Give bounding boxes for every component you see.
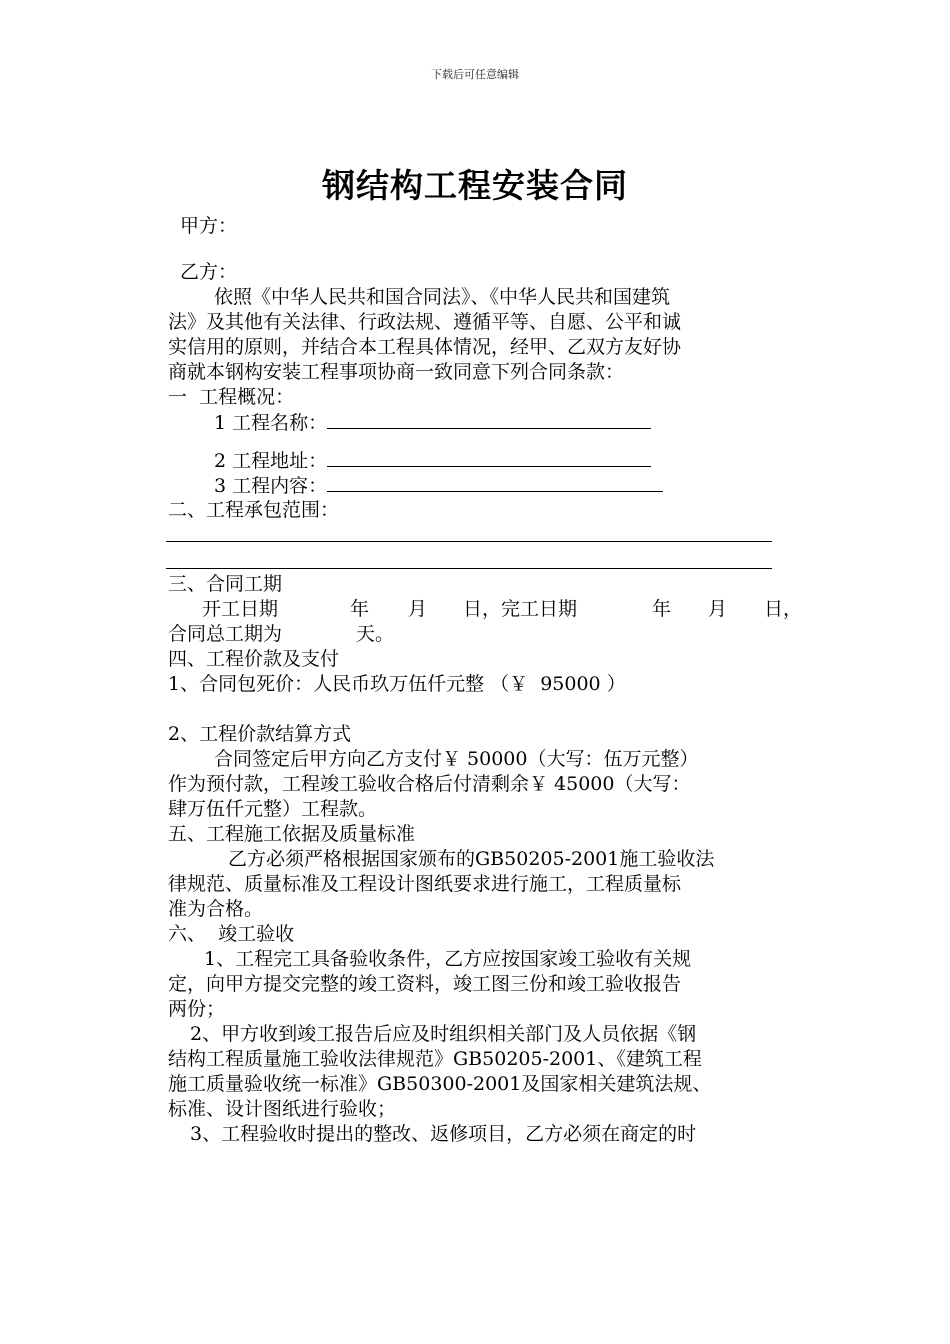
quality-line: 乙方必须严格根据国家颁布的GB50205-2001施工验收法 <box>228 848 715 870</box>
project-address-row <box>214 448 651 473</box>
start-year-label: 年 <box>350 598 370 620</box>
preamble-line: 实信用的原则，并结合本工程具体情况，经甲、乙双方友好协 <box>168 336 682 358</box>
settlement-heading: 2、工程价款结算方式 <box>168 723 352 745</box>
party-b-label: 乙方： <box>180 261 238 283</box>
acceptance-item-1-line: 定，向甲方提交完整的竣工资料，竣工图三份和竣工验收报告 <box>168 973 682 995</box>
project-address-label: 2 工程地址： <box>214 450 328 472</box>
acceptance-item-2-line: 结构工程质量施工验收法律规范》GB50205-2001、《建筑工程 <box>168 1048 702 1070</box>
quality-line: 准为合格。 <box>168 898 264 920</box>
end-month-label: 月 <box>708 598 728 620</box>
quality-line: 律规范、质量标准及工程设计图纸要求进行施工，工程质量标 <box>168 873 682 895</box>
section-5-heading: 五、工程施工依据及质量标准 <box>168 823 416 845</box>
acceptance-item-2-line: 施工质量验收统一标准》GB50300-2001及国家相关建筑法规、 <box>168 1073 712 1095</box>
section-3-heading: 三、合同工期 <box>168 573 283 595</box>
section-2-heading: 二、工程承包范围： <box>168 499 340 521</box>
scope-blank-line <box>166 541 772 542</box>
acceptance-item-2-line: 标准、设计图纸进行验收； <box>168 1098 397 1120</box>
project-content-label: 3 工程内容： <box>214 475 328 497</box>
project-name-row <box>214 410 651 435</box>
document-title: 钢结构工程安装合同 <box>322 166 628 205</box>
section-4-heading: 四、工程价款及支付 <box>168 648 340 670</box>
section-6-heading: 六、 竣工验收 <box>168 923 295 945</box>
settlement-line: 肆万伍仟元整）工程款。 <box>168 798 378 820</box>
end-date-label: 日，完工日期 <box>463 598 578 620</box>
total-period-unit: 天。 <box>356 623 395 645</box>
settlement-line: 作为预付款，工程竣工验收合格后付清剩余￥ 45000（大写： <box>168 773 691 795</box>
start-month-label: 月 <box>408 598 428 620</box>
preamble-line: 商就本钢构安装工程事项协商一致同意下列合同条款： <box>168 361 625 383</box>
project-name-label: 1 工程名称： <box>214 412 328 434</box>
total-period-label: 合同总工期为 <box>168 623 283 645</box>
section-1-heading: 一 工程概况： <box>168 386 295 408</box>
contract-price: 1、合同包死价：人民币玖万伍仟元整 （￥ 95000 ） <box>168 673 626 695</box>
acceptance-item-2-line: 2、甲方收到竣工报告后应及时组织相关部门及人员依据《钢 <box>190 1023 697 1045</box>
party-a-label: 甲方： <box>180 215 238 237</box>
page-header-note: 下载后可任意编辑 <box>431 68 519 81</box>
scope-blank-line <box>166 568 772 569</box>
acceptance-item-3-line: 3、工程验收时提出的整改、返修项目，乙方必须在商定的时 <box>190 1123 697 1145</box>
preamble-line: 法》及其他有关法律、行政法规、遵循平等、自愿、公平和诚 <box>168 311 682 333</box>
project-address-blank <box>327 448 651 467</box>
project-name-blank <box>327 410 651 429</box>
end-day-label: 日， <box>764 598 803 620</box>
start-date-label: 开工日期 <box>202 598 279 620</box>
end-year-label: 年 <box>652 598 672 620</box>
acceptance-item-1-line: 两份； <box>168 998 226 1020</box>
settlement-line: 合同签定后甲方向乙方支付￥ 50000（大写：伍万元整） <box>214 748 699 770</box>
project-content-row <box>214 473 663 498</box>
acceptance-item-1-line: 1、工程完工具备验收条件，乙方应按国家竣工验收有关规 <box>204 948 692 970</box>
project-content-blank <box>327 473 663 492</box>
preamble-line: 依照《中华人民共和国合同法》、《中华人民共和国建筑 <box>214 286 671 308</box>
